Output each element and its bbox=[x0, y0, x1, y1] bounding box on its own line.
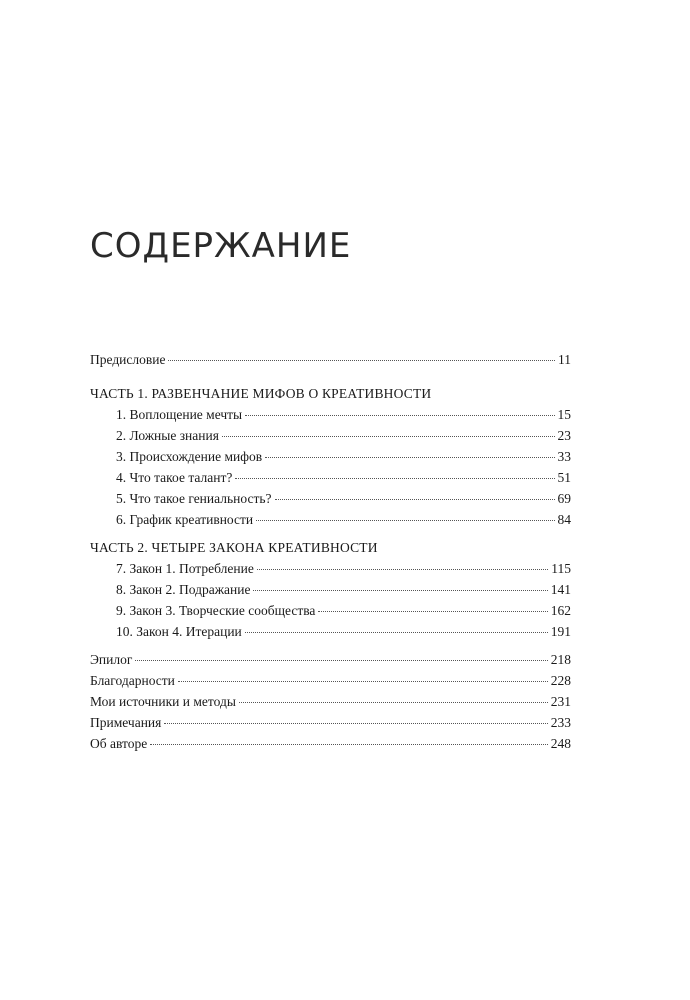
dot-leader bbox=[178, 681, 548, 682]
dot-leader bbox=[256, 520, 554, 521]
toc-entry-sources-methods bbox=[90, 691, 571, 712]
toc-entry-label: 6. График креативности bbox=[116, 512, 254, 527]
toc-entry-notes bbox=[90, 712, 571, 733]
toc-entry-label: Об авторе bbox=[90, 736, 148, 751]
dot-leader bbox=[235, 478, 554, 479]
table-of-contents bbox=[90, 349, 571, 754]
toc-entry-label: 4. Что такое талант? bbox=[116, 470, 233, 485]
toc-entry-chapter-4 bbox=[90, 467, 571, 488]
toc-entry-label: 10. Закон 4. Итерации bbox=[116, 624, 242, 639]
toc-entry-chapter-8 bbox=[90, 579, 571, 600]
toc-entry-page: 191 bbox=[550, 624, 571, 639]
toc-entry-page: 84 bbox=[557, 512, 571, 527]
toc-entry-page: 33 bbox=[557, 449, 571, 464]
part-1-heading: ЧАСТЬ 1. РАЗВЕНЧАНИЕ МИФОВ О КРЕАТИВНОСТИ bbox=[90, 386, 432, 401]
toc-entry-chapter-9 bbox=[90, 600, 571, 621]
dot-leader bbox=[150, 744, 548, 745]
toc-entry-label: Предисловие bbox=[90, 352, 166, 367]
toc-entry-label: Мои источники и методы bbox=[90, 694, 236, 709]
toc-entry-page: 233 bbox=[550, 715, 571, 730]
toc-entry-label: Эпилог bbox=[90, 652, 133, 667]
page-title: СОДЕРЖАНИЕ bbox=[90, 226, 352, 266]
toc-entry-label: 8. Закон 2. Подражание bbox=[116, 582, 251, 597]
dot-leader bbox=[253, 590, 547, 591]
dot-leader bbox=[245, 632, 548, 633]
part-2-heading: ЧАСТЬ 2. ЧЕТЫРЕ ЗАКОНА КРЕАТИВНОСТИ bbox=[90, 540, 378, 555]
toc-entry-about-author bbox=[90, 733, 571, 754]
toc-entry-chapter-3 bbox=[90, 446, 571, 467]
dot-leader bbox=[168, 360, 555, 361]
toc-entry-page: 15 bbox=[557, 407, 571, 422]
dot-leader bbox=[318, 611, 547, 612]
toc-entry-label: 5. Что такое гениальность? bbox=[116, 491, 272, 506]
toc-entry-label: Благодарности bbox=[90, 673, 175, 688]
toc-entry-chapter-5 bbox=[90, 488, 571, 509]
toc-entry-preface bbox=[90, 349, 571, 370]
toc-entry-page: 141 bbox=[550, 582, 571, 597]
toc-entry-label: 2. Ложные знания bbox=[116, 428, 219, 443]
toc-entry-label: 7. Закон 1. Потребление bbox=[116, 561, 254, 576]
dot-leader bbox=[257, 569, 548, 570]
toc-entry-page: 23 bbox=[557, 428, 571, 443]
toc-entry-chapter-1 bbox=[90, 404, 571, 425]
toc-entry-epilogue bbox=[90, 649, 571, 670]
toc-entry-page: 51 bbox=[557, 470, 571, 485]
toc-entry-page: 231 bbox=[550, 694, 571, 709]
dot-leader bbox=[135, 660, 547, 661]
dot-leader bbox=[245, 415, 554, 416]
dot-leader bbox=[239, 702, 548, 703]
toc-entry-page: 115 bbox=[551, 561, 571, 576]
dot-leader bbox=[164, 723, 547, 724]
dot-leader bbox=[222, 436, 555, 437]
toc-entry-page: 162 bbox=[550, 603, 571, 618]
toc-entry-page: 218 bbox=[550, 652, 571, 667]
toc-entry-page: 11 bbox=[558, 352, 571, 367]
toc-entry-page: 69 bbox=[557, 491, 571, 506]
dot-leader bbox=[275, 499, 555, 500]
toc-entry-chapter-6 bbox=[90, 509, 571, 530]
toc-entry-label: 3. Происхождение мифов bbox=[116, 449, 263, 464]
toc-entry-label: 1. Воплощение мечты bbox=[116, 407, 243, 422]
toc-entry-chapter-10 bbox=[90, 621, 571, 642]
toc-entry-acknowledgements bbox=[90, 670, 571, 691]
toc-entry-label: Примечания bbox=[90, 715, 162, 730]
toc-entry-chapter-7 bbox=[90, 558, 571, 579]
toc-entry-page: 228 bbox=[550, 673, 571, 688]
dot-leader bbox=[265, 457, 554, 458]
toc-entry-label: 9. Закон 3. Творческие сообщества bbox=[116, 603, 316, 618]
toc-entry-page: 248 bbox=[550, 736, 571, 751]
toc-entry-chapter-2 bbox=[90, 425, 571, 446]
